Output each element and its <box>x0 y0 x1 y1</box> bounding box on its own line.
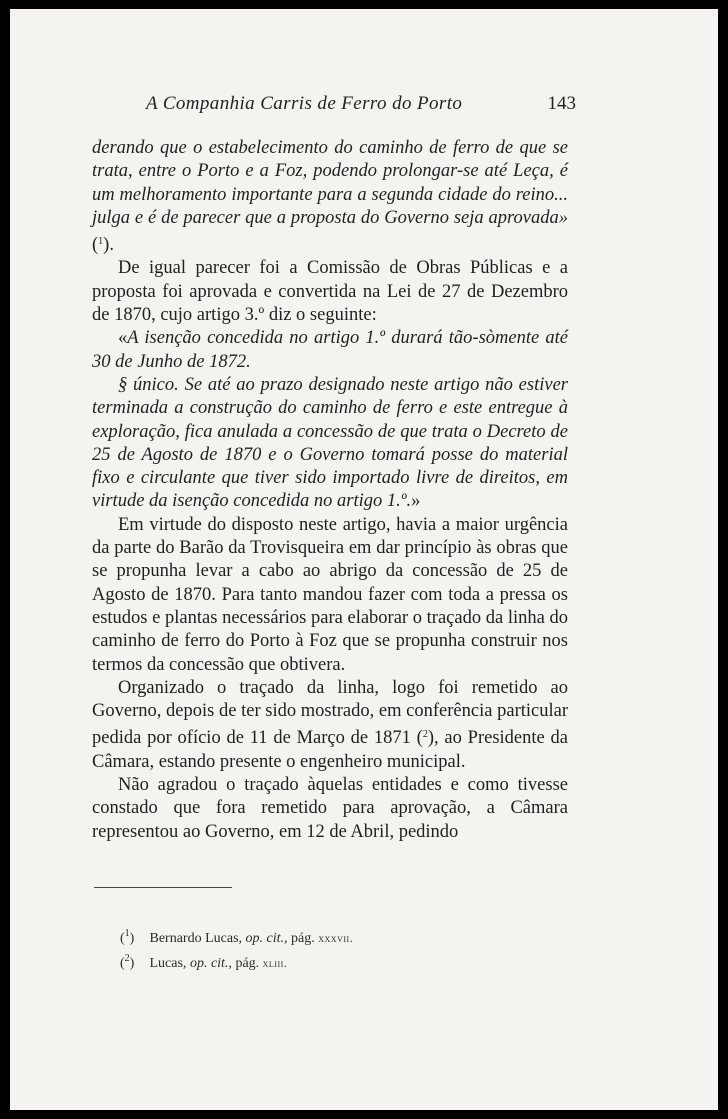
trace-text: Organizado o traçado da linha, logo foi remetido ao Governo, depois de ter sido mostrado, em conferência particular pedida por ofício de 11 de Março de 1871 <box>92 677 568 749</box>
footnote-ref-1: 1 <box>98 236 104 248</box>
footnote-author: Lucas, <box>149 956 187 971</box>
footnote-2 <box>120 949 520 974</box>
page-header <box>146 93 576 117</box>
footnotes <box>120 924 520 974</box>
paragraph-disagreement: Não agradou o traçado àquelas entidades e como tivesse constado que fora remetido para aprovação, a Câmara representou ao Governo, em 12 de Abril, pedindo <box>92 775 568 842</box>
paragraph-law-paragraph <box>92 374 568 514</box>
paragraph-urgency: Em virtude do disposto neste artigo, havia a maior urgência da parte do Barão da Trovisqueira em dar princípio às obras que se propunha levar a cabo ao abrigo da concessão de 25 de Agosto de 1870. Para tanto mandou fazer com toda a pressa os estudos e plantas necessários para elaborar o traçado da linha do caminho de ferro do Porto à Foz que se propunha construir nos termos da concessão que obtivera. <box>92 514 568 675</box>
paragraph-quote-continuation <box>92 137 568 257</box>
open-quote: « <box>118 328 128 349</box>
footnote-ref-open: ( <box>410 728 423 749</box>
running-title: A Companhia Carris de Ferro do Porto <box>146 93 463 114</box>
footnote-page: xxxvii. <box>318 931 354 945</box>
trace-text-after: ao Presidente da Câmara, estando presente o engenheiro municipal. <box>92 728 568 772</box>
footnote-citation: op. cit., <box>245 931 288 946</box>
close-quote: » <box>411 491 421 512</box>
law-article-text: A isenção concedida no artigo 1.º durará tão-sòmente até 30 de Junho de 1872. <box>92 328 568 372</box>
body-text <box>92 137 568 844</box>
law-paragraph-text: § único. Se até ao prazo designado neste artigo não estiver terminada a construção do caminho de ferro e este entregue à exploração, fica anulada a concessão de que trata o Decreto de 25 de Agosto de 1870 e o Governo tomará posse do material fixo e circulante que tiver sido importado livre de direitos, em virtude da isenção concedida no artigo 1.º. <box>92 374 568 512</box>
footnote-ref-2: 2 <box>422 729 428 741</box>
footnote-page-label: pág. <box>235 956 260 971</box>
paragraph-trace-organized <box>92 677 568 774</box>
footnote-page: xliii. <box>262 956 288 970</box>
footnote-1 <box>120 924 520 949</box>
footnote-marker: ($^1$) <box>120 928 135 946</box>
footnote-citation: op. cit., <box>189 956 232 971</box>
footnote-marker: ($^2$) <box>120 953 135 971</box>
footnote-author: Bernardo Lucas, <box>149 931 243 946</box>
quote-text: derando que o estabelecimento do caminho de ferro de que se trata, entre o Porto e a Foz, podendo prolongar-se até Leça, é um melhoramento importante para a segunda cidade do reino... julga e é de parecer que a proposta do Governo seja aprovada» <box>92 138 568 228</box>
paragraph-law-article <box>92 327 568 374</box>
footnote-ref-close: ). <box>103 235 114 256</box>
footnote-page-label: pág. <box>291 931 315 946</box>
page-number: 143 <box>547 93 576 114</box>
paragraph-commission: De igual parecer foi a Comissão de Obras Públicas e a proposta foi aprovada e convertida na Lei de 27 de Dezembro de 1870, cujo artigo 3.º diz o seguinte: <box>92 258 568 326</box>
footnote-divider <box>94 887 232 888</box>
footnote-ref-open: ( <box>92 235 99 256</box>
book-page <box>10 9 718 1110</box>
footnote-ref-close: ), <box>427 728 439 749</box>
